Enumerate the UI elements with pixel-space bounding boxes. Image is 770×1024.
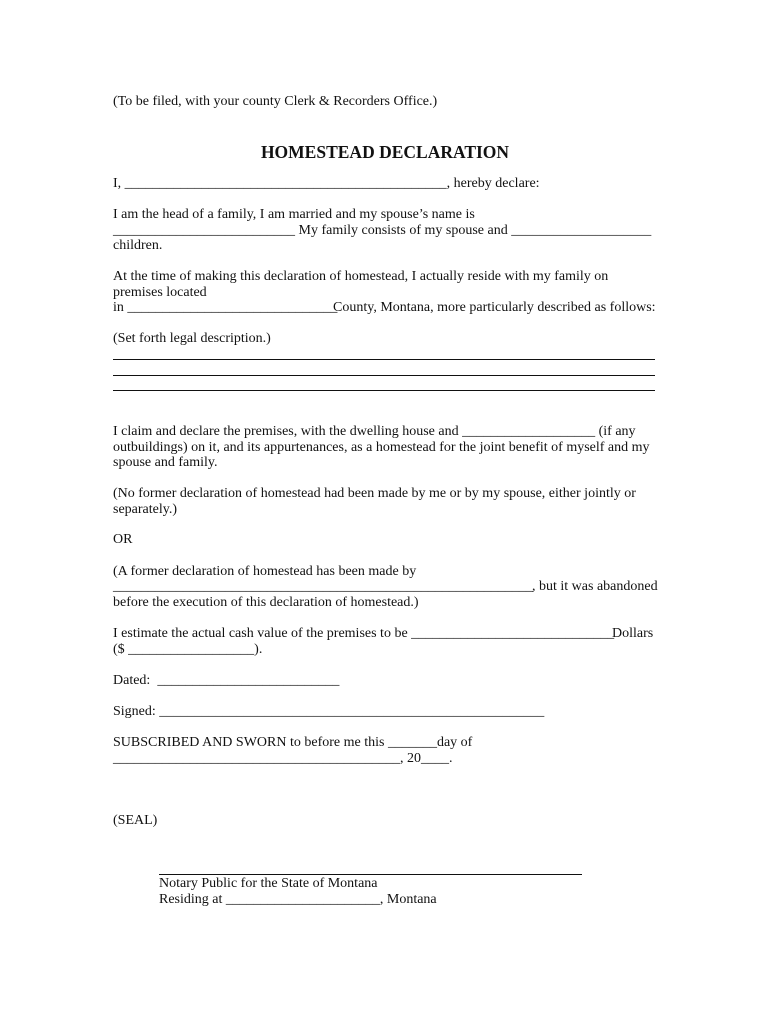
residence-line-1: At the time of making this declaration of homestead, I actually reside with my family on	[113, 269, 609, 284]
notary-title: Notary Public for the State of Montana	[159, 876, 378, 891]
former-line-2-right: , but it was abandoned	[532, 579, 658, 594]
former-line-3: before the execution of this declaration of homestead.)	[113, 595, 419, 610]
family-line-2: __________________________ My family consists of my spouse and ____________________	[113, 223, 652, 238]
family-line-1: I am the head of a family, I am married and my spouse’s name is	[113, 207, 475, 222]
residence-line-2: premises located	[113, 285, 207, 300]
or-separator: OR	[113, 532, 133, 547]
estimate-amount-field: ($ __________________).	[113, 642, 263, 657]
residence-line-3-right: County, Montana, more particularly described as follows:	[333, 300, 656, 315]
dated-line: Dated: __________________________	[113, 673, 340, 688]
declarant-name-line: I, ______________________________________________, hereby declare:	[113, 176, 540, 191]
residence-county-field: in ______________________________	[113, 300, 338, 315]
former-line-1: (A former declaration of homestead has been made by	[113, 564, 417, 579]
legal-description-rule-3	[113, 390, 655, 391]
signed-line: Signed: _______________________________________________________	[113, 704, 545, 719]
no-former-line-2: separately.)	[113, 502, 177, 517]
claim-line-2: outbuildings) on it, and its appurtenances, as a homestead for the joint benefit of myself and my	[113, 440, 650, 455]
filing-instruction: (To be filed, with your county Clerk & Recorders Office.)	[113, 94, 438, 109]
no-former-line-1: (No former declaration of homestead had been made by me or by my spouse, either jointly or	[113, 486, 636, 501]
legal-description-rule-1	[113, 359, 655, 360]
claim-line-1: I claim and declare the premises, with the dwelling house and ___________________ (if any	[113, 424, 636, 439]
sworn-line-1: SUBSCRIBED AND SWORN to before me this _______day of	[113, 735, 473, 750]
legal-description-rule-2	[113, 375, 655, 376]
notary-signature-rule	[159, 874, 582, 875]
claim-line-3: spouse and family.	[113, 455, 218, 470]
former-name-field: ____________________________________________________________	[113, 579, 533, 594]
estimate-dollars-label: Dollars	[612, 626, 654, 641]
seal-label: (SEAL)	[113, 813, 158, 828]
family-line-3: children.	[113, 238, 163, 253]
notary-residing-line: Residing at ______________________, Montana	[159, 892, 437, 907]
estimate-line-1: I estimate the actual cash value of the premises to be _____________________________	[113, 626, 615, 641]
sworn-line-2: _________________________________________, 20____.	[113, 751, 453, 766]
document-title: HOMESTEAD DECLARATION	[260, 142, 510, 162]
legal-description-label: (Set forth legal description.)	[113, 331, 271, 346]
